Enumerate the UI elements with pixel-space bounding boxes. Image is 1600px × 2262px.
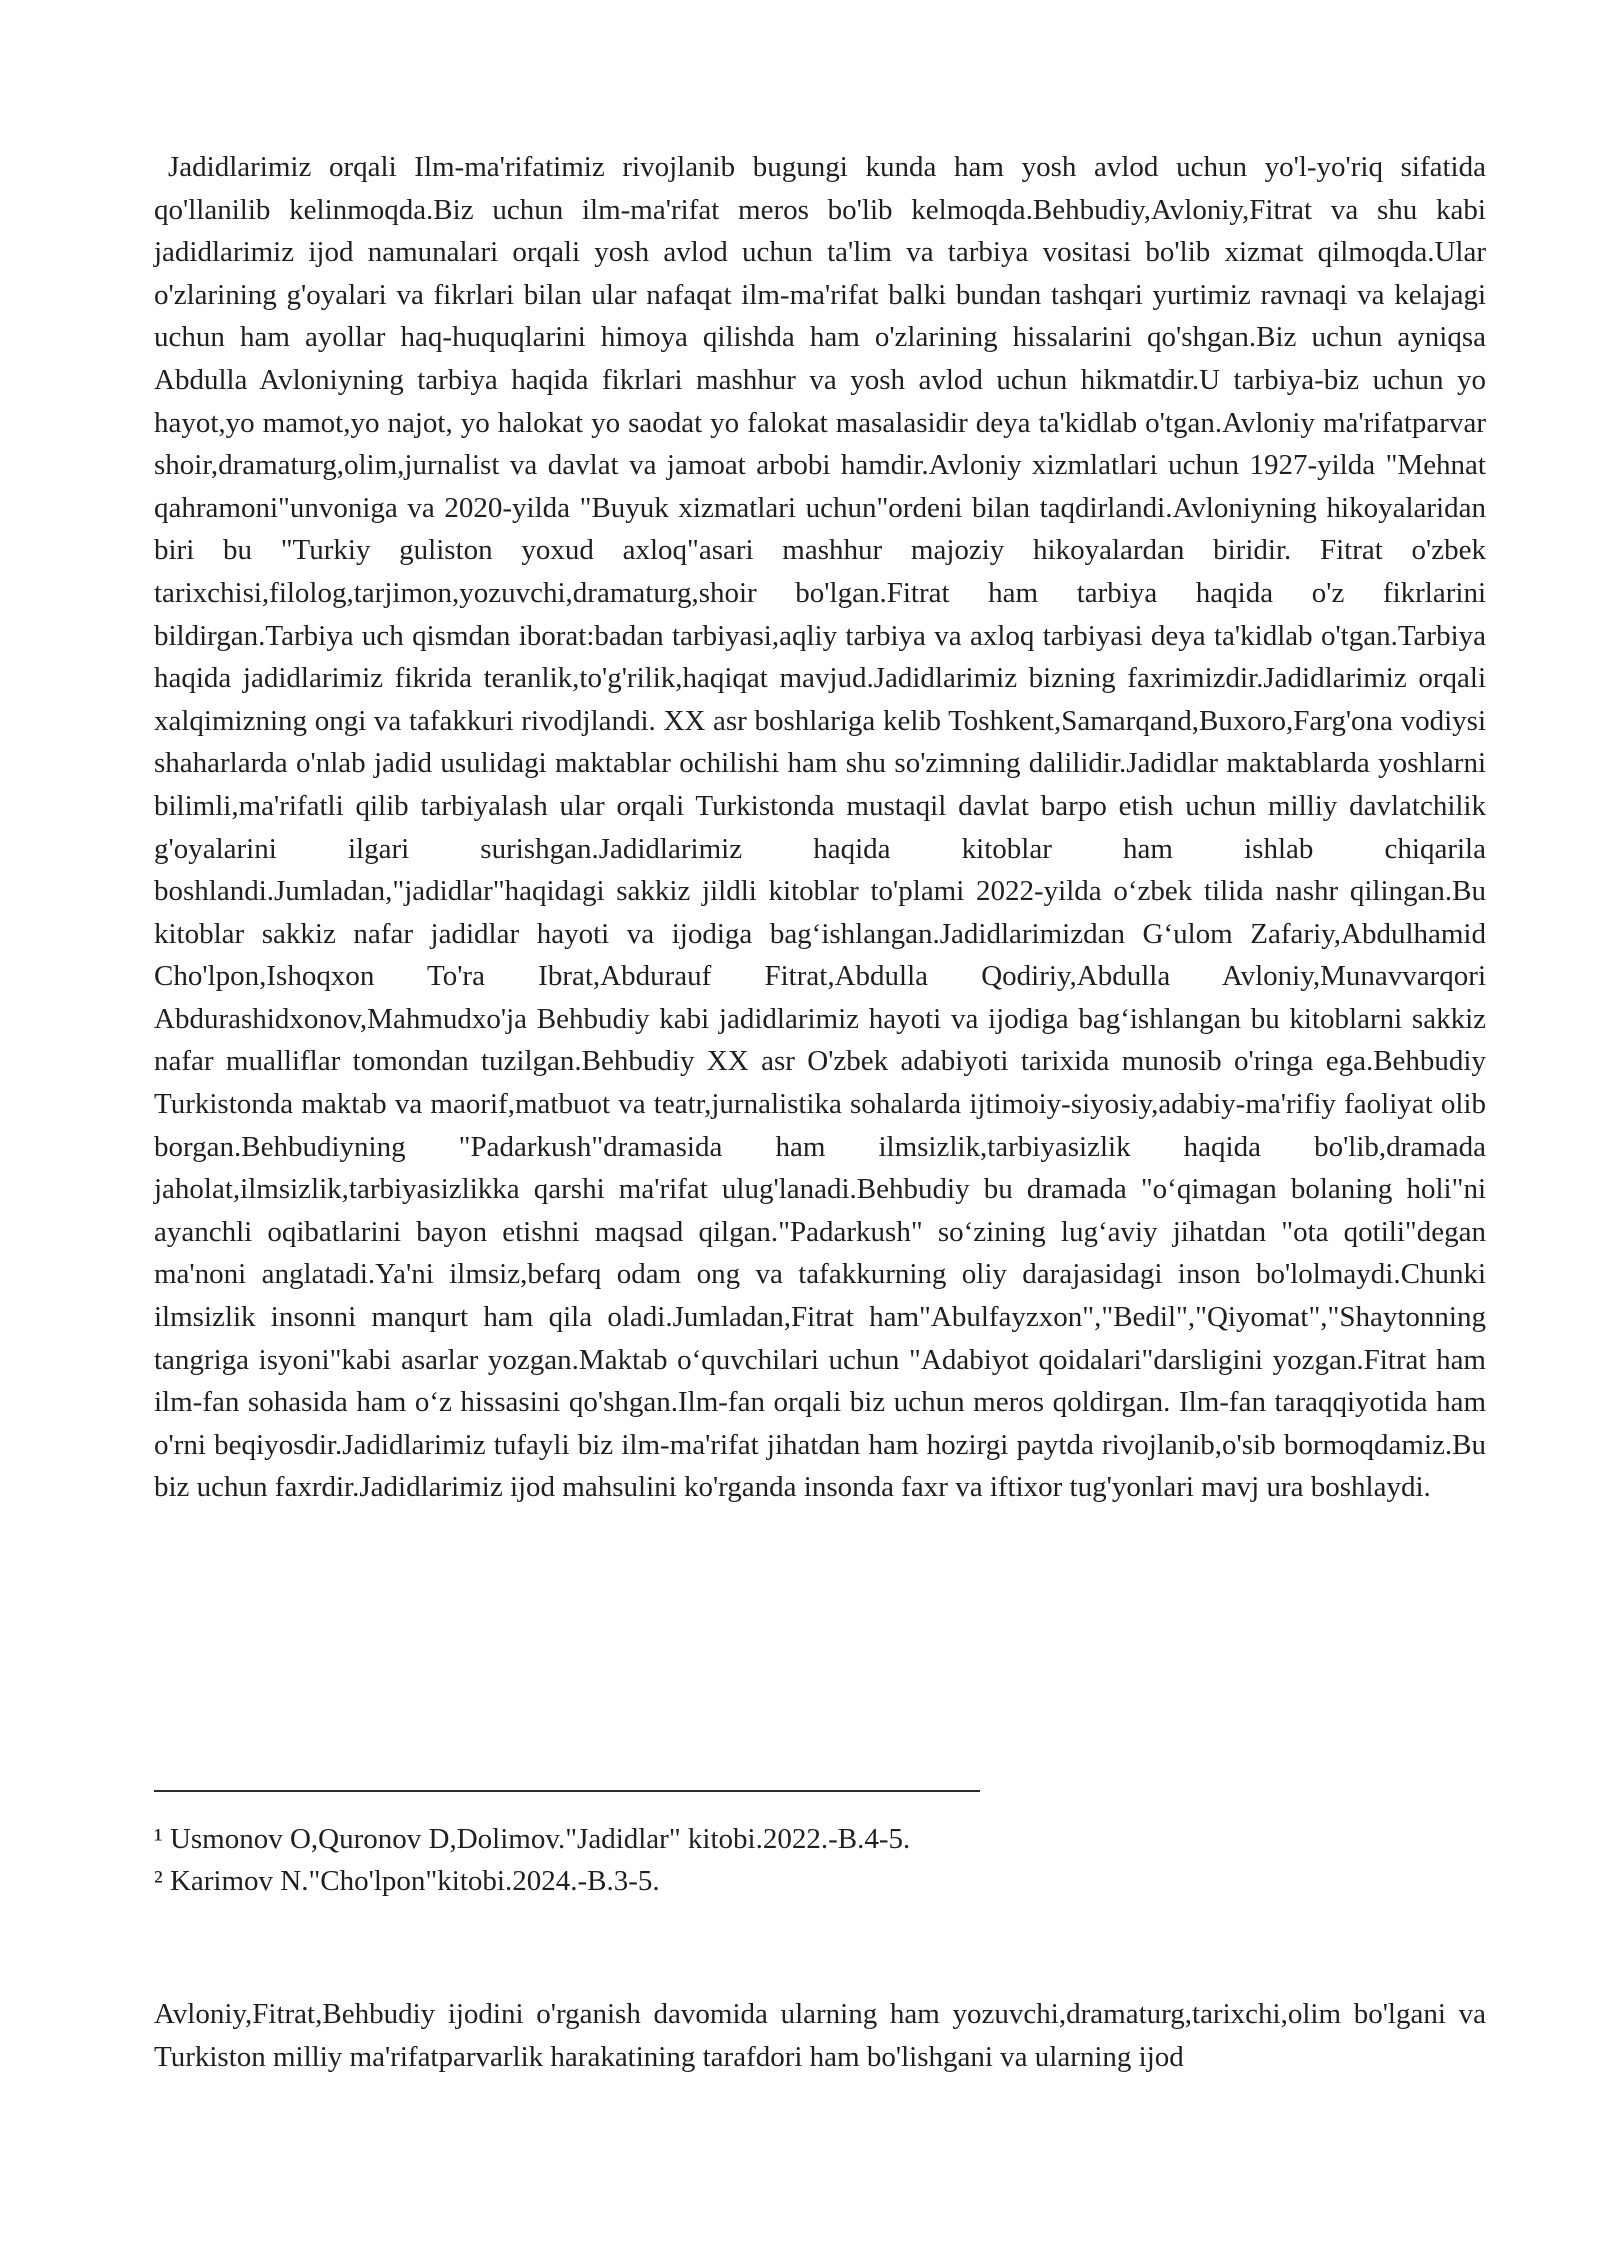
- footnote-separator: [154, 1790, 980, 1792]
- footnote-2: ² Karimov N."Cho'lpon"kitobi.2024.-B.3-5.: [154, 1865, 660, 1897]
- continuation-block: [154, 1993, 1486, 2078]
- footnotes: [154, 1818, 1486, 1902]
- footnote-1: ¹ Usmonov O,Quronov D,Dolimov."Jadidlar" kitobi.2022.-B.4-5.: [154, 1823, 911, 1855]
- main-paragraph: Jadidlarimiz orqali Ilm-ma'rifatimiz rivojlanib bugungi kunda ham yosh avlod uchun yo'l-yo'riq sifatida qo'llanilib kelinmoqda.Biz uchun ilm-ma'rifat meros bo'lib kelmoqda.Behbudiy,Avloniy,Fitrat va shu kabi jadidlarimiz ijod namunalari orqali yosh avlod uchun ta'lim va tarbiya vositasi bo'lib xizmat qilmoqda.Ular o'zlarining g'oyalari va fikrlari bilan ular nafaqat ilm-ma'rifat balki bundan tashqari yurtimiz ravnaqi va kelajagi uchun ham ayollar haq-huquqlarini himoya qilishda ham o'zlarining hissalarini qo'shgan.Biz uchun ayniqsa Abdulla Avloniyning tarbiya haqida fikrlari mashhur va yosh avlod uchun hikmatdir.U tarbiya-biz uchun yo hayot,yo mamot,yo najot, yo halokat yo saodat yo falokat masalasidir deya ta'kidlab o'tgan.Avloniy ma'rifatparvar shoir,dramaturg,olim,jurnalist va davlat va jamoat arbobi hamdir.Avloniy xizmlatlari uchun 1927-yilda "Mehnat qahramoni"unvoniga va 2020-yilda "Buyuk xizmatlari uchun"ordeni bilan taqdirlandi.Avloniyning hikoyalaridan biri bu "Turkiy guliston yoxud axloq"asari mashhur majoziy hikoyalardan biridir. Fitrat o'zbek tarixchisi,filolog,tarjimon,yozuvchi,dramaturg,shoir bo'lgan.Fitrat ham tarbiya haqida o'z fikrlarini bildirgan.Tarbiya uch qismdan iborat:badan tarbiyasi,aqliy tarbiya va axloq tarbiyasi deya ta'kidlab o'tgan.Tarbiya haqida jadidlarimiz fikrida teranlik,to'g'rilik,haqiqat mavjud.Jadidlarimiz bizning faxrimizdir.Jadidlarimiz orqali xalqimizning ongi va tafakkuri rivodjlandi. XX asr boshlariga kelib Toshkent,Samarqand,Buxoro,Farg'ona vodiysi shaharlarda o'nlab jadid usulidagi maktablar ochilishi ham shu so'zimning dalilidir.Jadidlar maktablarda yoshlarni bilimli,ma'rifatli qilib tarbiyalash ular orqali Turkistonda mustaqil davlat barpo etish uchun milliy davlatchilik g'oyalarini ilgari surishgan.Jadidlarimiz haqida kitoblar ham ishlab chiqarila boshlandi.Jumladan,"jadidlar"haqidagi sakkiz jildli kitoblar to'plami 2022-yilda o‘zbek tilida nashr qilingan.Bu kitoblar sakkiz nafar jadidlar hayoti va ijodiga bag‘ishlangan.Jadidlarimizdan G‘ulom Zafariy,Abdulhamid Cho'lpon,Ishoqxon To'ra Ibrat,Abdurauf Fitrat,Abdulla Qodiriy,Abdulla Avloniy,Munavvarqori Abdurashidxonov,Mahmudxo'ja Behbudiy kabi jadidlarimiz hayoti va ijodiga bag‘ishlangan bu kitoblarni sakkiz nafar mualliflar tomondan tuzilgan.Behbudiy XX asr O'zbek adabiyoti tarixida munosib o'ringa ega.Behbudiy Turkistonda maktab va maorif,matbuot va teatr,jurnalistika sohalarda ijtimoiy-siyosiy,adabiy-ma'rifiy faoliyat olib borgan.Behbudiyning "Padarkush"dramasida ham ilmsizlik,tarbiyasizlik haqida bo'lib,dramada jaholat,ilmsizlik,tarbiyasizlikka qarshi ma'rifat ulug'lanadi.Behbudiy bu dramada "o‘qimagan bolaning holi"ni ayanchli oqibatlarini bayon etishni maqsad qilgan."Padarkush" so‘zining lug‘aviy jihatdan "ota qotili"degan ma'noni anglatadi.Ya'ni ilmsiz,befarq odam ong va tafakkurning oliy darajasidagi inson bo'lolmaydi.Chunki ilmsizlik insonni manqurt ham qila oladi.Jumladan,Fitrat ham"Abulfayzxon","Bedil","Qiyomat","Shaytonning tangriga isyoni"kabi asarlar yozgan.Maktab o‘quvchilari uchun "Adabiyot qoidalari"darsligini yozgan.Fitrat ham ilm-fan sohasida ham o‘z hissasini qo'shgan.Ilm-fan orqali biz uchun meros qoldirgan. Ilm-fan taraqqiyotida ham o'rni beqiyosdir.Jadidlarimiz tufayli biz ilm-ma'rifat jihatdan ham hozirgi paytda rivojlanib,o'sib bormoqdamiz.Bu biz uchun faxrdir.Jadidlarimiz ijod mahsulini ko'rganda insonda faxr va iftixor tug'yonlari mavj ura boshlaydi.: [154, 151, 1486, 1504]
- document-page: [154, 146, 1486, 1509]
- continuation-paragraph: Avloniy,Fitrat,Behbudiy ijodini o'rganish davomida ularning ham yozuvchi,dramaturg,tarixchi,olim bo'lgani va Turkiston milliy ma'rifatparvarlik harakatining tarafdori ham bo'lishgani va ularning ijod: [154, 1998, 1486, 2073]
